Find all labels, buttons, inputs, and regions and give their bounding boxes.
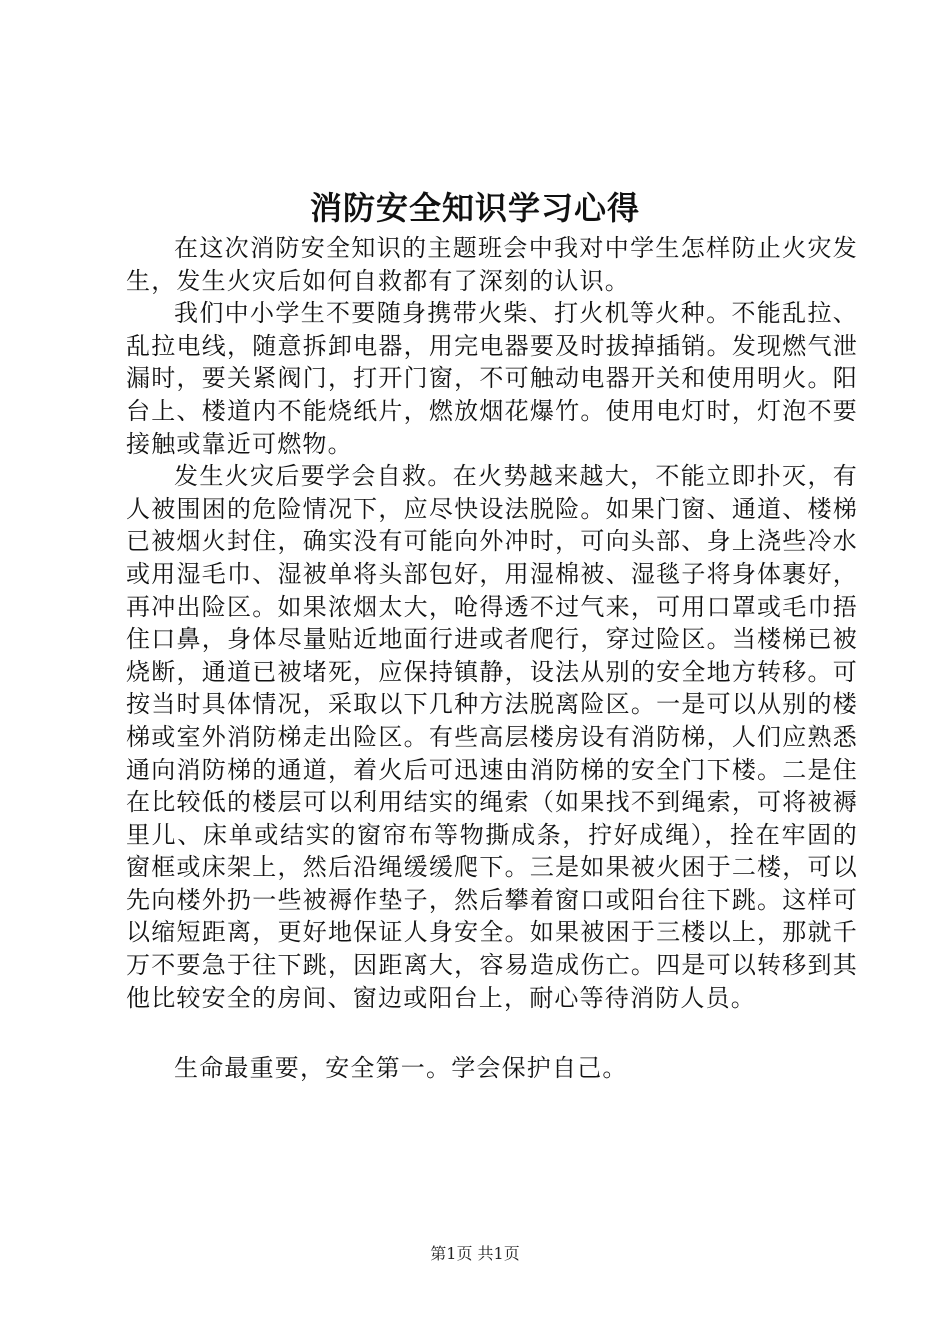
- page-footer: 第1页 共1页: [430, 1244, 520, 1263]
- document-title: 消防安全知识学习心得: [309, 189, 640, 227]
- paragraph-prevention: 我们中小学生不要随身携带火柴、打火机等火种。不能乱拉、乱拉电线，随意拆卸电器，用完电器要及时拔掉插销。发现燃气泄漏时，要关紧阀门，打开门窗，不可触动电器开关和使用明火。阳台上、楼道内不能烧纸片，燃放烟花爆竹。使用电灯时，灯泡不要接触或靠近可燃物。: [126, 299, 858, 458]
- paragraph-intro: 在这次消防安全知识的主题班会中我对中学生怎样防止火灾发生，发生火灾后如何自救都有了深刻的认识。: [126, 234, 858, 295]
- document-body: [126, 232, 858, 1085]
- paragraph-self-rescue: 发生火灾后要学会自救。在火势越来越大，不能立即扑灭，有人被围困的危险情况下，应尽快设法脱险。如果门窗、通道、楼梯已被烟火封住，确实没有可能向外冲时，可向头部、身上浇些冷水或用湿毛巾、湿被单将头部包好，用湿棉被、湿毯子将身体裹好，再冲出险区。如果浓烟太大，呛得透不过气来，可用口罩或毛巾捂住口鼻，身体尽量贴近地面行进或者爬行，穿过险区。当楼梯已被烧断，通道已被堵死，应保持镇静，设法从别的安全地方转移。可按当时具体情况，采取以下几种方法脱离险区。一是可以从别的楼梯或室外消防梯走出险区。有些高层楼房设有消防梯，人们应熟悉通向消防梯的通道，着火后可迅速由消防梯的安全门下楼。二是住在比较低的楼层可以利用结实的绳索（如果找不到绳索，可将被褥里儿、床单或结实的窗帘布等物撕成条，拧好成绳），拴在牢固的窗框或床架上，然后沿绳缓缓爬下。三是如果被火困于二楼，可以先向楼外扔一些被褥作垫子，然后攀着窗口或阳台往下跳。这样可以缩短距离，更好地保证人身安全。如果被困于三楼以上，那就千万不要急于往下跳，因距离大，容易造成伤亡。四是可以转移到其他比较安全的房间、窗边或阳台上，耐心等待消防人员。: [126, 462, 858, 1012]
- paragraph-closing: 生命最重要，安全第一。学会保护自己。: [174, 1054, 628, 1083]
